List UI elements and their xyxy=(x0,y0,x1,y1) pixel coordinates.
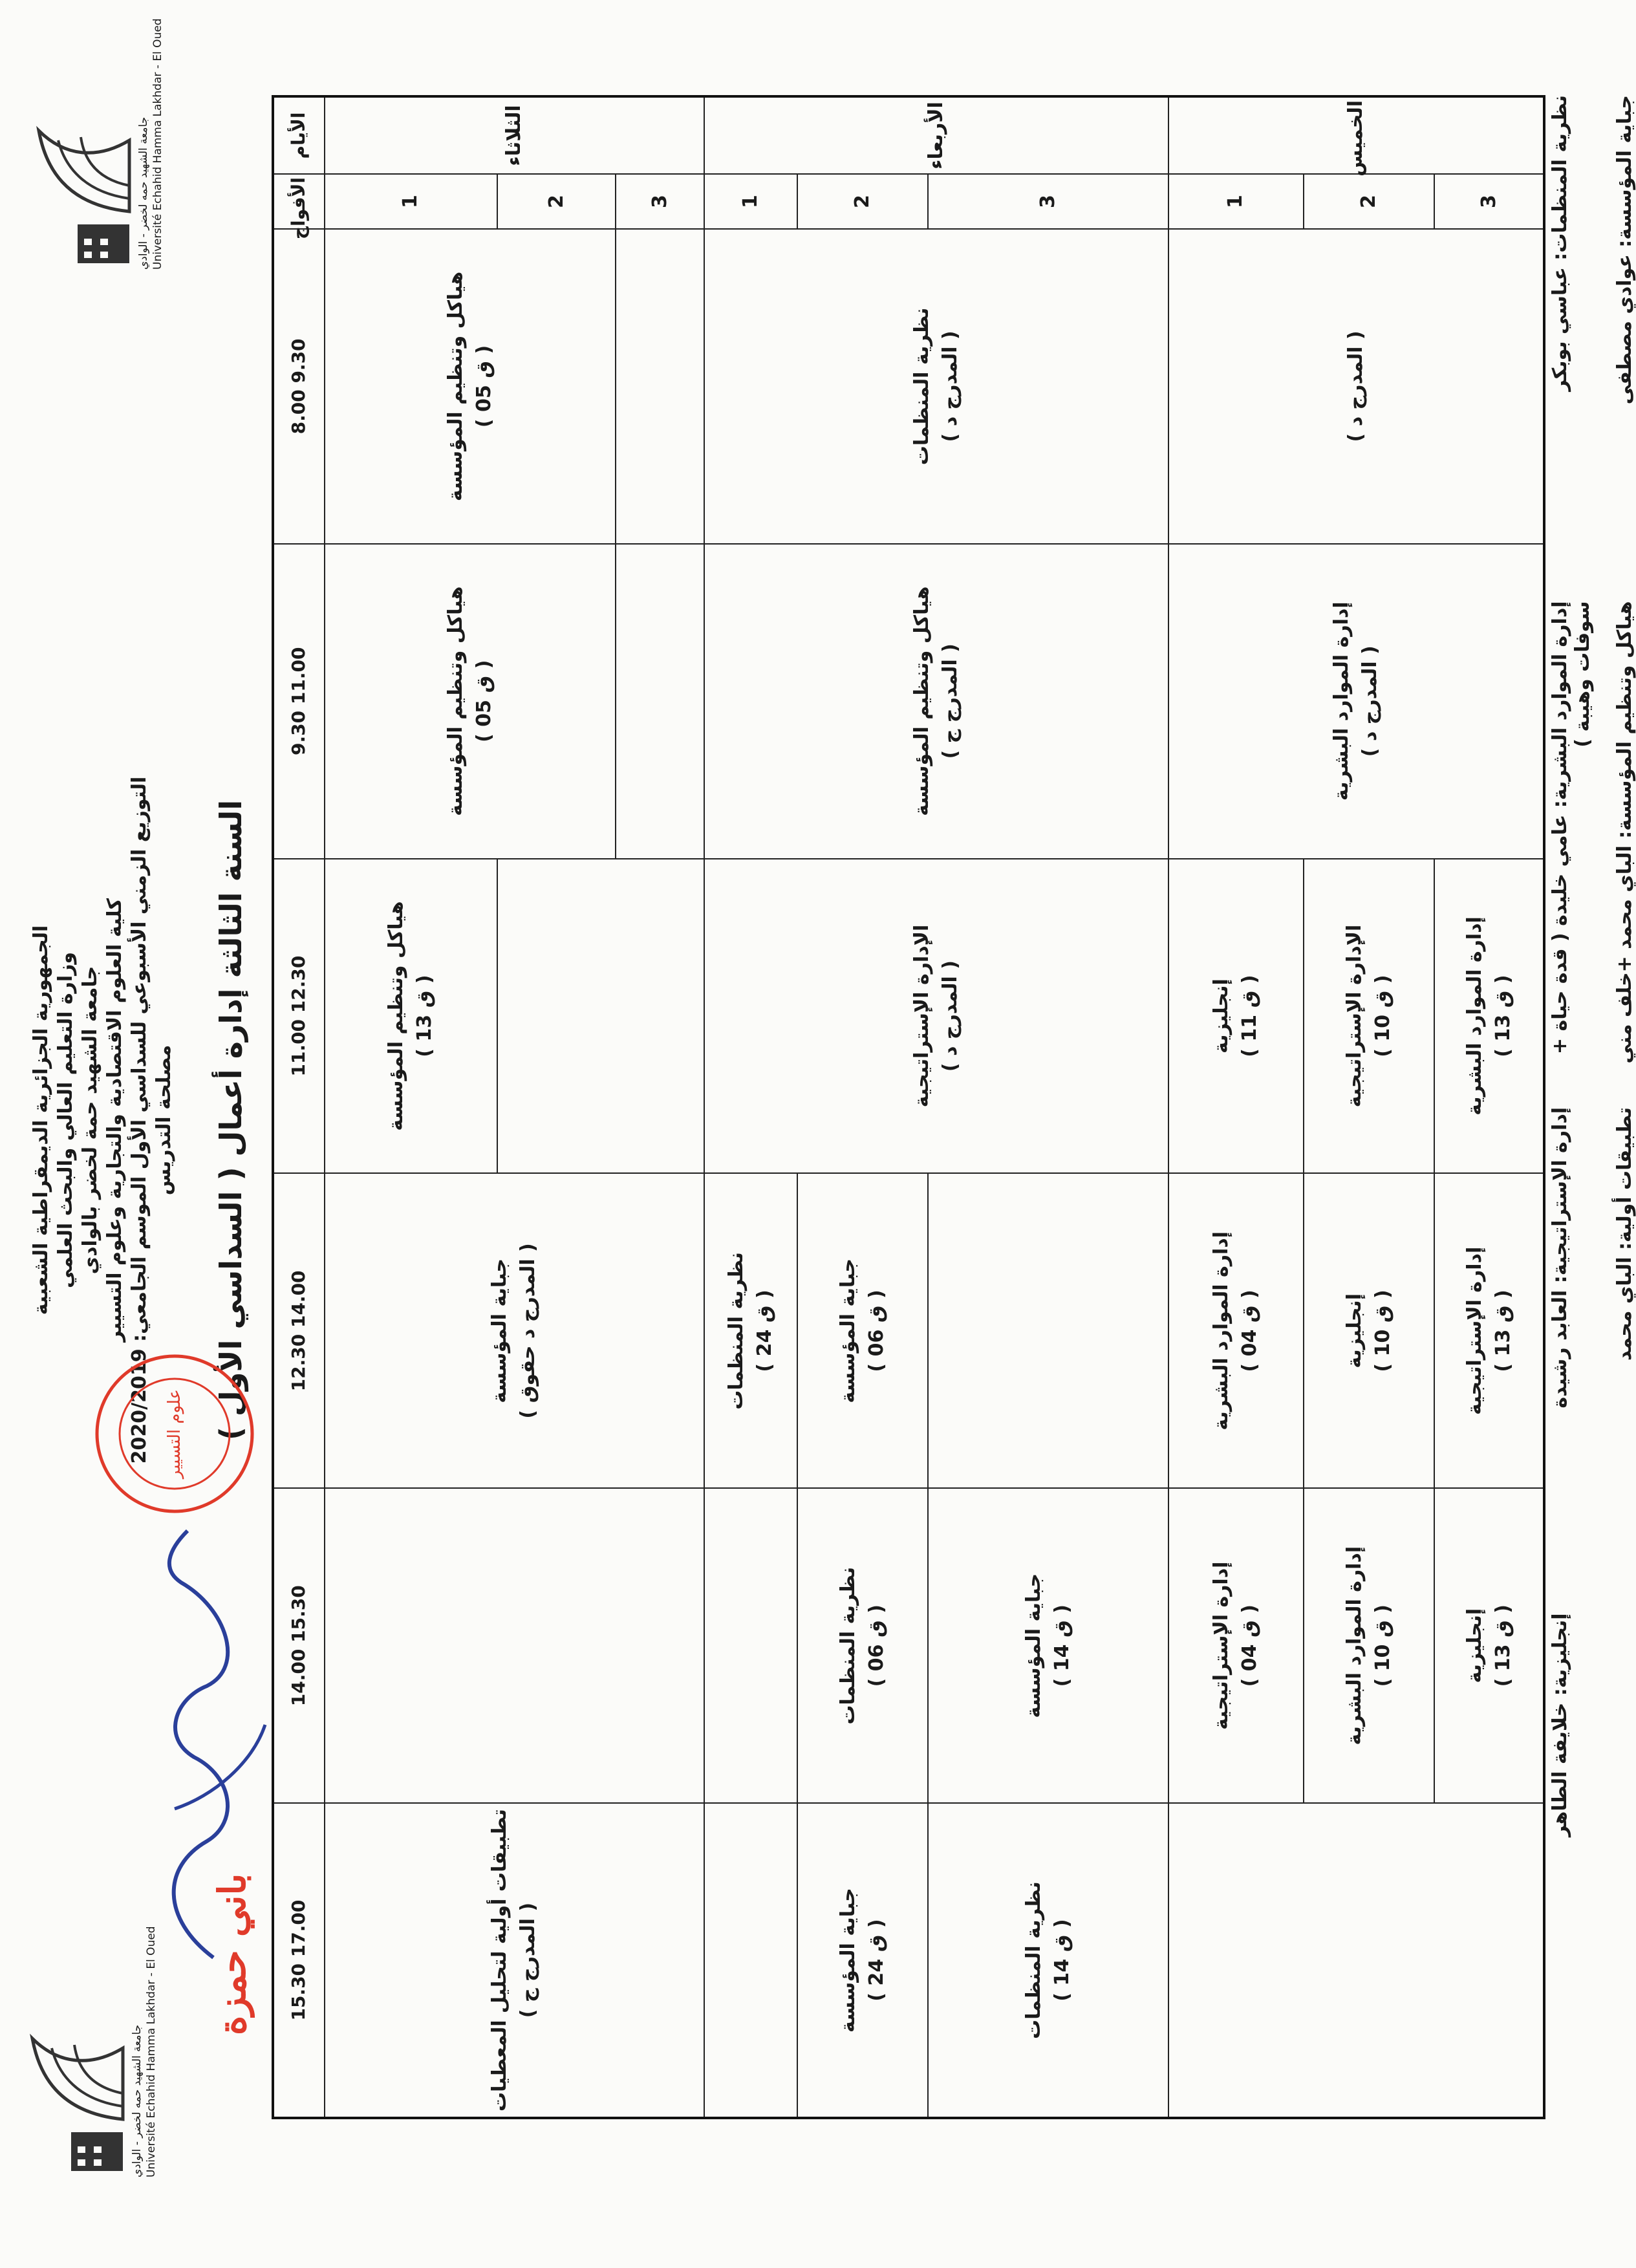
header-ministry: وزارة التعليم العالي والبحث العلمي xyxy=(54,951,77,1289)
time-slot-6: 17.00 15.30 xyxy=(273,1803,325,2118)
page-title: السنة الثالثة إدارة أعمال ( السداسي الأول ) xyxy=(213,799,248,1441)
empty-cell xyxy=(1168,1803,1544,2118)
day-tuesday: الثلاثاء xyxy=(325,96,704,174)
course-cell: تطبيقات أولية لتحليل المعطيات ( المدرج ج ) xyxy=(325,1803,704,2118)
group-3: 3 xyxy=(928,174,1168,229)
university-logo-right xyxy=(19,1926,158,2177)
course-cell: إدارة الإستراتيجية ( ق 13 ) xyxy=(1434,1173,1544,1488)
footer-row-2 xyxy=(1613,95,1636,2119)
logo-caption: Université Echahid Hamma Lakhdar - El Oued xyxy=(151,18,164,270)
header-faculty: كلية العلوم الاقتصادية والتجارية وعلوم التسيير xyxy=(103,898,126,1342)
group-3: 3 xyxy=(1434,174,1544,229)
day-wednesday: الأربعاء xyxy=(704,96,1168,174)
time-slot-3: 12.30 11.00 xyxy=(273,859,325,1174)
day-thursday: الخميس xyxy=(1168,96,1544,174)
course-cell: إدارة الموارد البشرية ( المدرج د ) xyxy=(1168,544,1544,859)
header-republic: الجمهورية الجزائرية الديمقراطية الشعبية xyxy=(30,925,52,1315)
table-row xyxy=(704,96,797,2118)
time-slot-4: 14.00 12.30 xyxy=(273,1173,325,1488)
group-3: 3 xyxy=(616,174,704,229)
course-cell: إدارة الموارد البشرية ( ق 04 ) xyxy=(1168,1173,1304,1488)
group-2: 2 xyxy=(797,174,928,229)
teacher-applications: تطبيقات أولية: الباي محمد xyxy=(1613,1107,1636,1361)
course-cell: هياكل وتنظيم المؤسسة ( ق 05 ) xyxy=(325,229,616,544)
group-1: 1 xyxy=(704,174,797,229)
teacher-taxation: جباية المؤسسة: عوادي مصطفى xyxy=(1613,95,1636,405)
university-building-icon xyxy=(19,2029,129,2177)
empty-cell xyxy=(616,544,704,859)
course-cell: الإدارة الإستراتيجية ( المدرج د ) xyxy=(704,859,1168,1174)
empty-cell xyxy=(616,229,704,544)
teacher-strategy: إدارة الإستراتيجية: العابد رشيدة xyxy=(1549,1107,1571,1409)
course-cell: هياكل وتنظيم المؤسسة ( ق 05 ) xyxy=(325,544,616,859)
time-slot-2: 11.00 9.30 xyxy=(273,544,325,859)
empty-cell xyxy=(497,859,704,1174)
course-cell: جباية المؤسسة ( ق 14 ) xyxy=(928,1488,1168,1803)
group-2: 2 xyxy=(497,174,616,229)
timetable xyxy=(272,95,1545,2119)
day-column-header: الأيام xyxy=(273,96,325,174)
teacher-org-theory: نظرية المنظمات: عباسي بوبكر xyxy=(1549,95,1571,391)
course-cell: إنجليزية ( ق 10 ) xyxy=(1304,1173,1434,1488)
empty-cell xyxy=(928,1173,1168,1488)
stamp-center-text: علوم التسيير xyxy=(165,1388,184,1479)
course-cell: إنجليزية ( ق 11 ) xyxy=(1168,859,1304,1174)
group-column-header: الأفواج xyxy=(273,174,325,229)
faculty-stamp xyxy=(91,1350,259,1518)
header-university: جامعة الشهيد حمة لخضر بالوادي xyxy=(79,966,102,1275)
time-slot-1: 9.30 8.00 xyxy=(273,229,325,544)
teacher-english: إنجليزية: خلايفة الطاهر xyxy=(1549,1613,1571,1837)
header-schedule-title: التوزيع الزمني الأسبوعي للسداسي الأول الموسم الجامعي: 2020/2019 xyxy=(128,776,151,1464)
course-cell: نظرية المنظمات ( المدرج د ) xyxy=(704,229,1168,544)
course-cell: نظرية المنظمات ( ق 24 ) xyxy=(704,1173,797,1488)
handwritten-name: باني حمزة xyxy=(210,1873,254,2035)
group-1: 1 xyxy=(325,174,498,229)
university-logo-left xyxy=(26,18,164,270)
course-cell: جباية المؤسسة ( ق 06 ) xyxy=(797,1173,928,1488)
course-cell: ( المدرج د ) xyxy=(1168,229,1544,544)
table-row xyxy=(325,96,498,2118)
logo-caption-ar: جامعة الشهيد حمه لخضر - الوادي xyxy=(137,116,150,270)
signature xyxy=(136,1518,278,1971)
course-cell: هياكل وتنظيم المؤسسة ( المدرج ج ) xyxy=(704,544,1168,859)
table-row xyxy=(1168,96,1304,2118)
time-slot-5: 15.30 14.00 xyxy=(273,1488,325,1803)
empty-cell xyxy=(704,1803,797,2118)
empty-cell xyxy=(704,1488,797,1803)
course-cell: إدارة الإستراتيجية ( ق 04 ) xyxy=(1168,1488,1304,1803)
teacher-hr: إدارة الموارد البشرية: عامي خليدة ( قدة حياة + سوفات وهيبة ) xyxy=(1549,601,1594,1055)
course-cell: جباية المؤسسة ( ق 24 ) xyxy=(797,1803,928,2118)
group-1: 1 xyxy=(1168,174,1304,229)
course-cell: إدارة الموارد البشرية ( ق 10 ) xyxy=(1304,1488,1434,1803)
teachers-footer xyxy=(1549,95,1636,2119)
course-cell: نظرية المنظمات ( ق 14 ) xyxy=(928,1803,1168,2118)
university-building-icon xyxy=(26,121,136,270)
logo-caption-ar: جامعة الشهيد حمه لخضر - الوادي xyxy=(131,2024,144,2177)
group-2: 2 xyxy=(1304,174,1434,229)
course-cell: جباية المؤسسة ( المدرج د حقوق ) xyxy=(325,1173,704,1488)
course-cell: هياكل وتنظيم المؤسسة ( ق 13 ) xyxy=(325,859,498,1174)
footer-row-1 xyxy=(1549,95,1594,2119)
logo-caption: Université Echahid Hamma Lakhdar - El Oued xyxy=(145,1926,158,2177)
teacher-structures: هياكل وتنظيم المؤسسة: الباي محمد +خلف مني xyxy=(1613,601,1636,1064)
timetable-header-row xyxy=(273,96,325,2118)
empty-cell xyxy=(325,1488,704,1803)
course-cell: نظرية المنظمات ( ق 06 ) xyxy=(797,1488,928,1803)
course-cell: إدارة الموارد البشرية ( ق 13 ) xyxy=(1434,859,1544,1174)
header-service: مصلحة التدريس xyxy=(153,1044,175,1196)
course-cell: إنجليزية ( ق 13 ) xyxy=(1434,1488,1544,1803)
course-cell: الإدارة الإستراتيجية ( ق 10 ) xyxy=(1304,859,1434,1174)
